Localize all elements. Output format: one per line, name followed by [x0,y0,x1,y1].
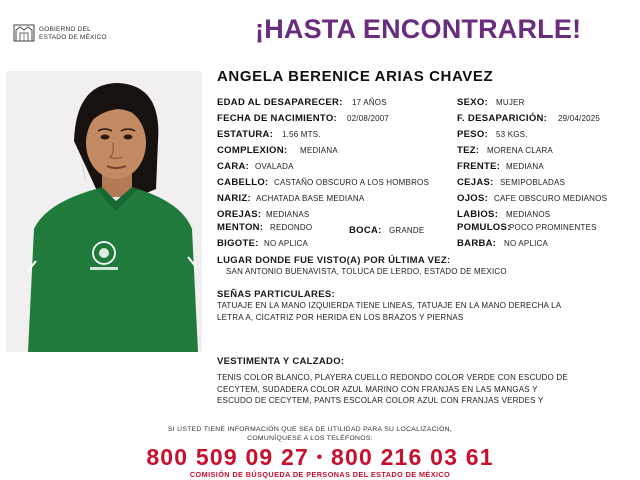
nariz-value: ACHATADA BASE MEDIANA [256,194,365,203]
pomulos-value: POCO PROMINENTES [509,223,597,232]
nariz-label: NARIZ: [217,193,251,204]
ojos-label: OJOS: [457,193,489,204]
footer-agency: COMISIÓN DE BÚSQUEDA DE PERSONAS DEL ESTADO DE MÉXICO [189,470,451,479]
boca-label: BOCA: [349,225,382,236]
phone-separator: • [316,449,324,466]
boca-value: GRANDE [389,226,425,235]
labios-label: LABIOS: [457,209,499,220]
nacimiento-label: FECHA DE NACIMIENTO: [217,113,337,124]
edad-value: 17 AÑOS [352,98,387,107]
edad-label: EDAD AL DESAPARECER: [217,97,343,108]
government-label: GOBIERNO DEL ESTADO DE MÉXICO [39,26,107,41]
marks-text: TATUAJE EN LA MANO IZQUIERDA TIENE LINEAS, TATUAJE EN LA MANO DERECHA LA LETRA A, CICATRIZ POR HERIDA EN LOS BRAZOS Y PIERNAS [217,301,562,322]
estatura-label: ESTATURA: [217,129,274,140]
bigote-value: NO APLICA [264,239,309,248]
complexion-label: COMPLEXION: [217,145,288,156]
cara-value: OVALADA [255,162,294,171]
desaparicion-label: F. DESAPARICIÓN: [457,113,548,124]
clothing-text: TENIS COLOR BLANCO, PLAYERA CUELLO REDONDO COLOR VERDE CON ESCUDO DE CECYTEM, SUDADERA COLOR AZUL MARINO CON FRANJAS EN LAS MANGAS Y ESCUDO DE CECYTEM, PANTS ESCOLAR COLOR AZUL CON FRANJAS VERDES Y [217,373,568,405]
desaparicion-value: 29/04/2025 [558,114,601,123]
cabello-label: CABELLO: [217,177,269,188]
menton-label: MENTON: [217,222,264,233]
page-title: ¡HASTA ENCONTRARLE! [255,14,582,44]
clothing-label: VESTIMENTA Y CALZADO: [217,356,345,367]
tez-value: MORENA CLARA [487,146,553,155]
barba-label: BARBA: [457,238,497,249]
state-seal-icon [12,22,36,44]
tez-label: TEZ: [457,145,480,156]
cara-label: CARA: [217,161,250,172]
person-name: ANGELA BERENICE ARIAS CHAVEZ [217,68,494,85]
contact-notice: SI USTED TIENE INFORMACIÓN QUE SEA DE UTILIDAD PARA SU LOCALIZACIÓN, COMUNÍQUESE A LOS TELÉFONOS: [167,426,453,442]
cejas-label: CEJAS: [457,177,494,188]
sexo-value: MUJER [496,98,525,107]
ojos-value: CAFE OBSCURO MEDIANOS [494,194,608,203]
estatura-value: 1.56 MTS. [282,130,321,139]
last-seen-label: LUGAR DONDE FUE VISTO(A) POR ÚLTIMA VEZ: [217,255,451,266]
frente-label: FRENTE: [457,161,501,172]
pomulos-label: POMULOS: [457,222,511,233]
peso-label: PESO: [457,129,489,140]
cabello-value: CASTAÑO OBSCURO A LOS HOMBROS [274,178,430,187]
frente-value: MEDIANA [506,162,544,171]
barba-value: NO APLICA [504,239,549,248]
phone-2[interactable]: 800 216 03 61 [331,444,494,470]
person-photo [6,71,202,352]
last-seen-value: SAN ANTONIO BUENAVISTA, TOLUCA DE LERDO, ESTADO DE MEXICO [226,267,507,276]
cejas-value: SEMIPOBLADAS [500,178,566,187]
phone-1[interactable]: 800 509 09 27 [146,444,309,470]
bigote-label: BIGOTE: [217,238,259,249]
marks-label: SEÑAS PARTICULARES: [217,289,335,300]
phone-numbers [0,444,640,471]
orejas-value: MEDIANAS [266,210,310,219]
orejas-label: OREJAS: [217,209,262,220]
sexo-label: SEXO: [457,97,489,108]
complexion-value: MEDIANA [300,146,338,155]
labios-value: MEDIANOS [506,210,551,219]
nacimiento-value: 02/08/2007 [347,114,390,123]
menton-value: REDONDO [270,223,313,232]
peso-value: 53 KGS. [496,130,528,139]
